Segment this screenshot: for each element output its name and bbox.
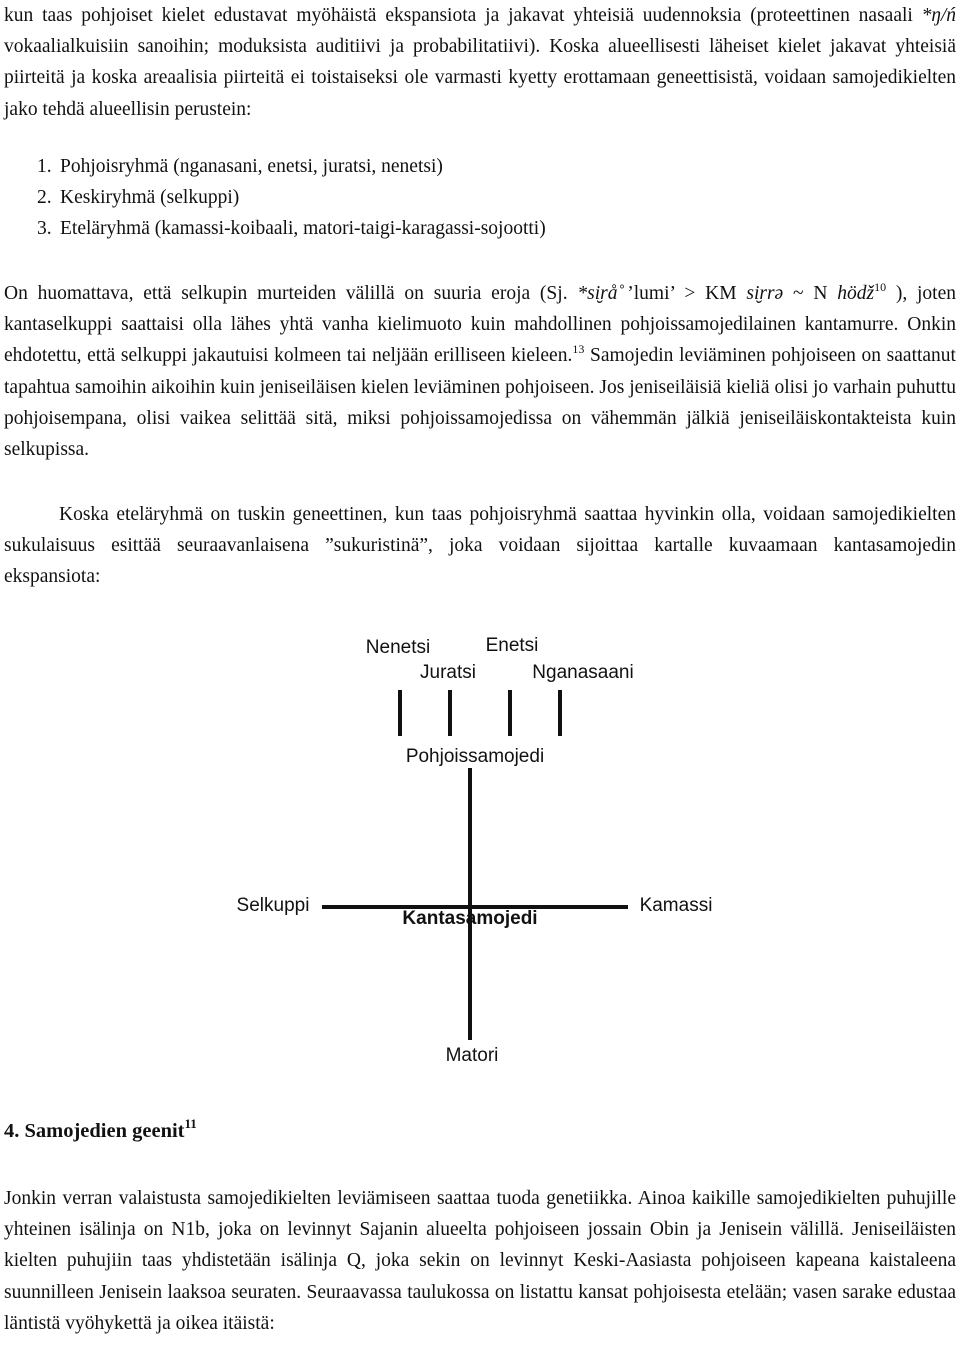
genes-paragraph: Jonkin verran valaistusta samojedikielten leviämiseen saattaa tuoda genetiikka. Ainoa kaikille samojedikielten puhujille yhteinen isälinja on N1b, joka on levinnyt Sajanin alueelta pohjoiseen jossain Obin ja Jenisein välillä. Jeniseiläisten kielten puhujiin taas yhdistetään isälinja Q, joka sekin on levinnyt Keski-Aasiasta pohjoiseen kapeana kaistaleena suunnilleen Jenisein laaksoa seuraten. Seuraavassa taulukossa on listattu kansat pohjoisesta etelään; vasen sarake edustaa läntistä vyöhykettä ja oikea itäistä: bbox=[4, 1188, 956, 1334]
list-item-text: Pohjoisryhmä (nganasani, enetsi, juratsi, nenetsi) bbox=[60, 156, 443, 177]
italic-term: *si̮rå̊ bbox=[577, 283, 618, 304]
italic-term: *ŋ/ń bbox=[921, 5, 956, 26]
list-item-text: Keskiryhmä (selkuppi) bbox=[60, 187, 240, 208]
footnote-ref: 13 bbox=[572, 342, 585, 357]
section-title: Samojedien geenit bbox=[24, 1120, 185, 1142]
node-nenetsi: Nenetsi bbox=[365, 637, 431, 658]
node-kantasamojedi: Kantasamojedi bbox=[402, 908, 538, 929]
node-selkuppi: Selkuppi bbox=[236, 895, 310, 916]
node-pohjoissamojedi: Pohjoissamojedi bbox=[405, 746, 545, 767]
italic-term: hödž bbox=[837, 283, 875, 304]
list-item-text: Eteläryhmä (kamassi-koibaali, matori-taigi-karagassi-sojootti) bbox=[60, 218, 546, 239]
section-heading bbox=[4, 1116, 197, 1143]
list-item-number: 3. bbox=[37, 218, 52, 239]
text-run: ~ N bbox=[783, 283, 838, 304]
tree-intro-paragraph: Koska eteläryhmä on tuskin geneettinen, kun taas pohjoisryhmä saattaa hyvinkin olla, voidaan samojedikielten sukulaisuus esittää seuraavanlaisena ”sukuristinä”, joka voidaan sijoittaa kartalle kuvaamaan kantasamojedin ekspansiota: bbox=[4, 504, 956, 588]
italic-term: si̮rrə bbox=[746, 283, 784, 304]
node-matori: Matori bbox=[445, 1045, 499, 1066]
footnote-ref: 10 bbox=[874, 280, 887, 294]
section-number: 4. bbox=[4, 1120, 20, 1142]
node-juratsi: Juratsi bbox=[420, 662, 476, 683]
node-nganasaani: Nganasaani bbox=[532, 662, 634, 683]
text-run: ), joten kantaselkuppi saattaisi olla lähes yhtä vanha kielimuoto kuin mahdollinen pohjoissamojedilainen kantamurre. Onkin ehdotettu, että selkuppi jakautuisi kolmeen tai neljään erilliseen kieleen. bbox=[4, 283, 957, 367]
text-run: Samojedin leviäminen pohjoiseen on saattanut tapahtua samoihin aikoihin kuin jeniseiläisen kielen leviäminen pohjoiseen. Jos jeniseiläisiä kieliä olisi jo varhain puhuttu pohjoisempana, olisi vaikea selittää sitä, miksi pohjoissamojedissa on vähemmän jälkiä jeniseiläiskontakteista kuin selkupissa. bbox=[4, 345, 956, 461]
text-run: On huomattava, että selkupin murteiden välillä on suuria eroja (Sj. bbox=[4, 283, 578, 304]
text-run: ’lumi’ > KM bbox=[617, 283, 747, 304]
list-item-number: 2. bbox=[37, 187, 52, 208]
list-item-number: 1. bbox=[37, 156, 52, 177]
text-run: vokaalialkuisiin sanoihin; moduksista auditiivi ja probabilitatiivi). Koska alueellisesti läheiset kielet jakavat yhteisiä piirteitä ja koska areaalisia piirteitä ei toistaiseksi ole varmasti kyetty erottamaan geneettisistä, voidaan samojedikielten jako tehdä alueellisin perustein: bbox=[4, 36, 956, 120]
node-kamassi: Kamassi bbox=[639, 895, 713, 916]
text-run: kun taas pohjoiset kielet edustavat myöhäistä ekspansiota ja jakavat yhteisiä uudennoksia (proteettinen nasaali bbox=[4, 5, 922, 26]
section-footnote-ref: 11 bbox=[184, 1116, 197, 1131]
node-enetsi: Enetsi bbox=[485, 635, 539, 656]
